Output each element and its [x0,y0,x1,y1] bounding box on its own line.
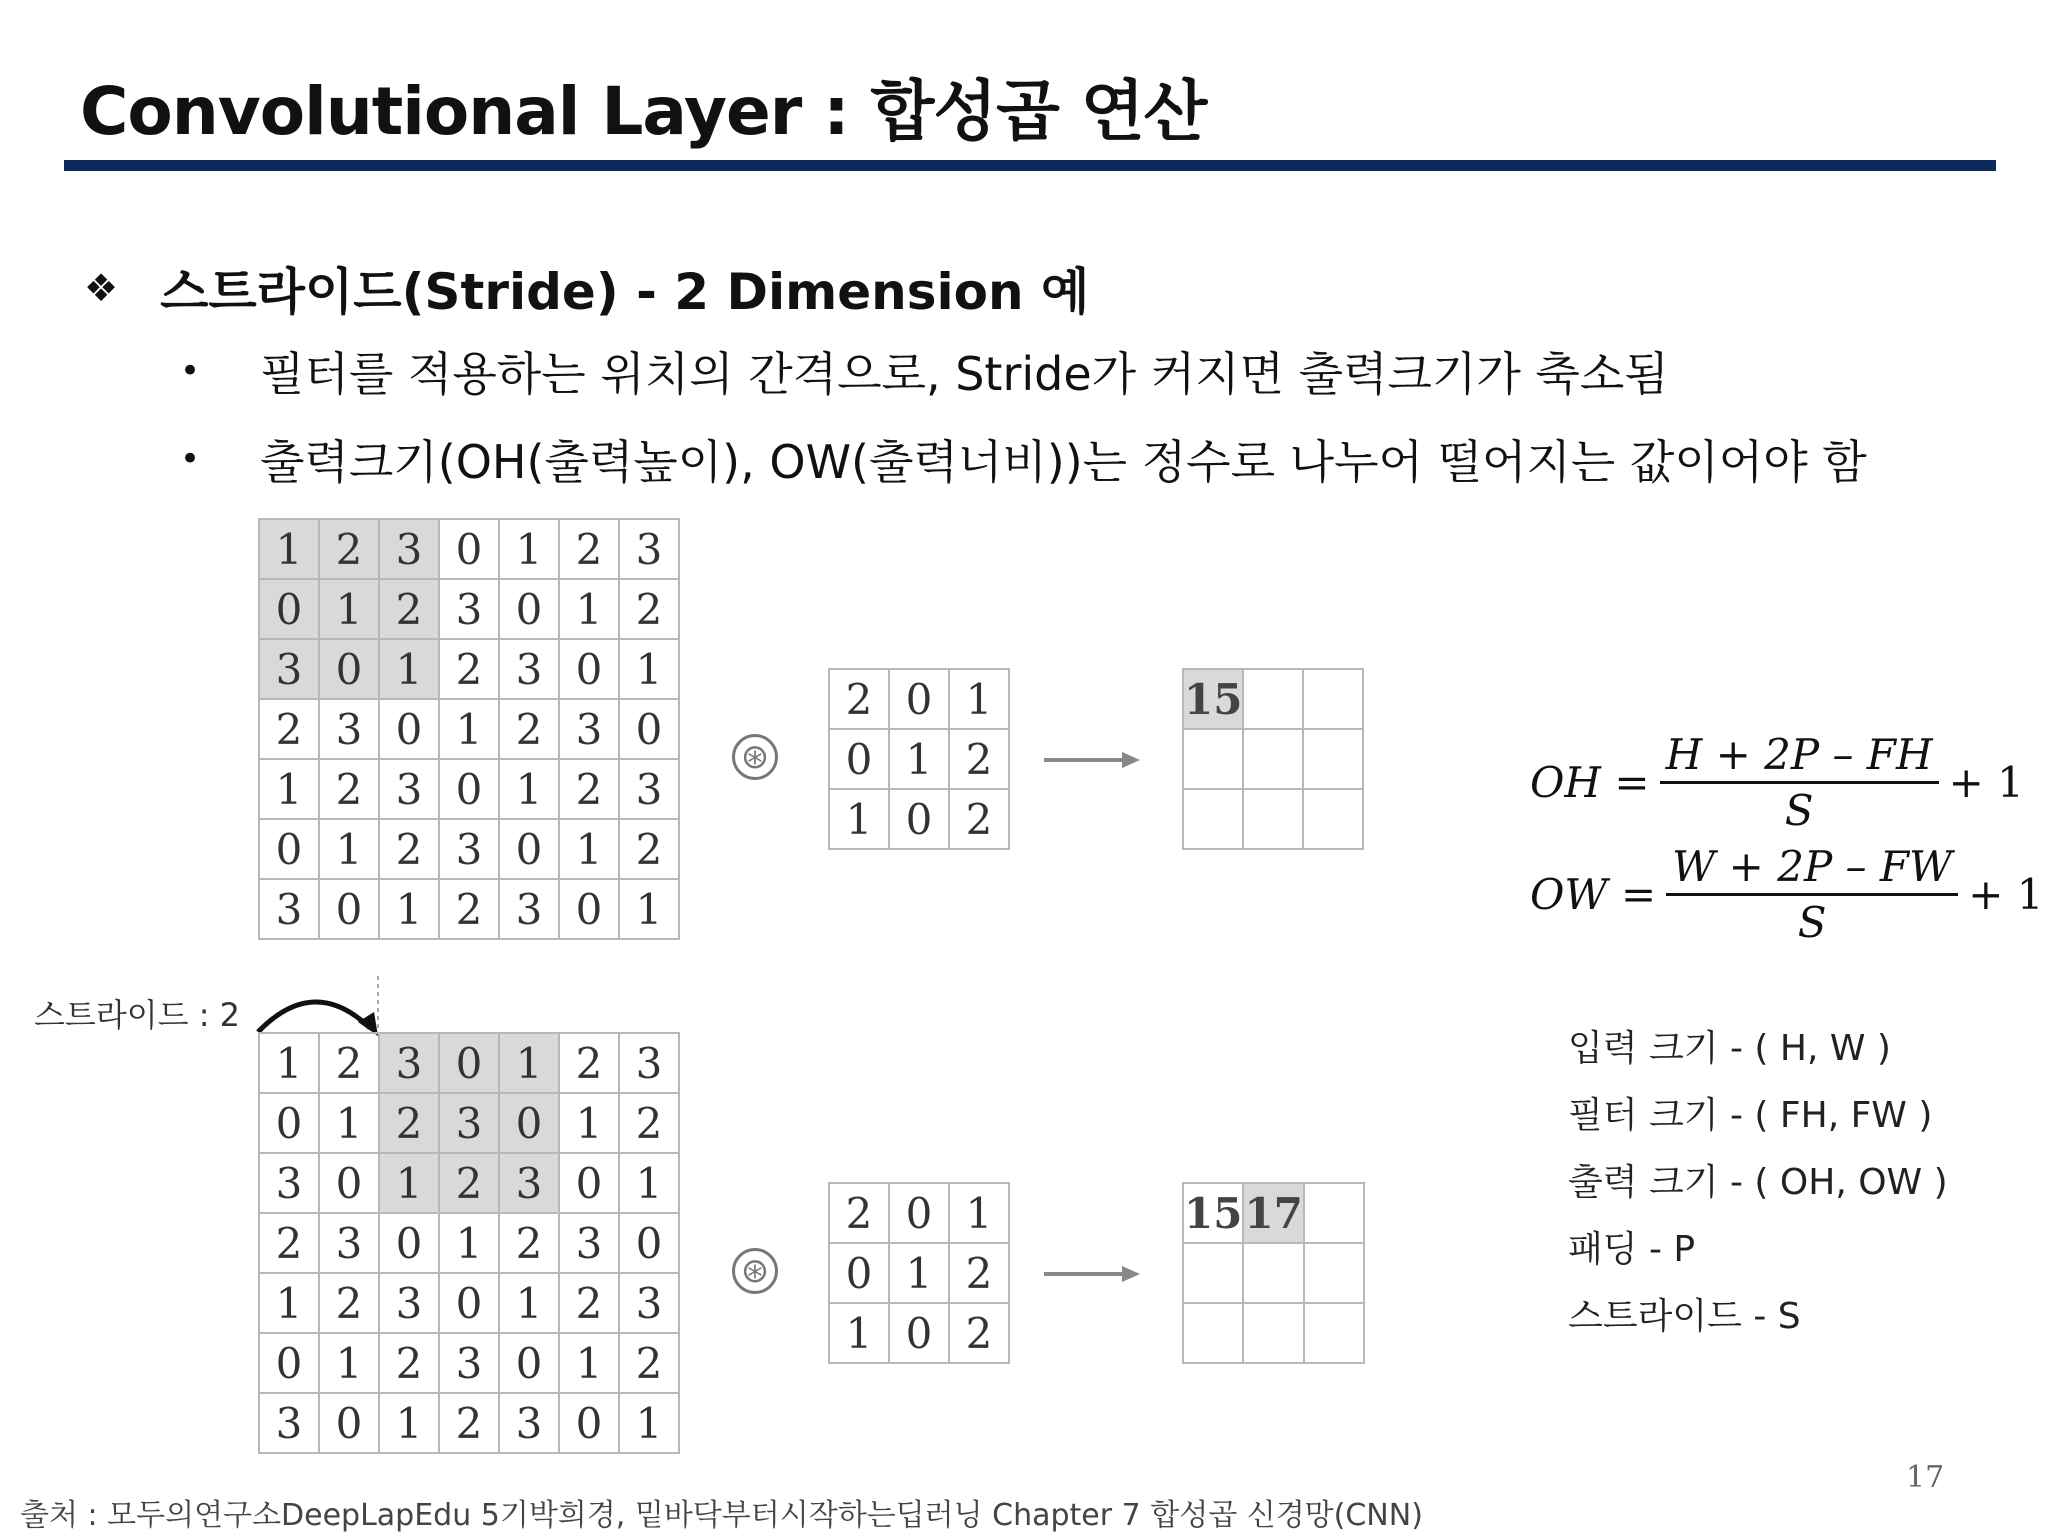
matrix-row [259,879,679,939]
formula-numerator: H + 2P – FH [1665,730,1933,779]
matrix-cell: 2 [559,1273,619,1333]
matrix-cell: 3 [259,1153,319,1213]
formula-lhs: OW = [1530,870,1657,919]
matrix-cell: 2 [319,1273,379,1333]
matrix-cell: 1 [259,1033,319,1093]
matrix-cell: 3 [499,879,559,939]
matrix-cell: 1 [619,1153,679,1213]
matrix-cell: 3 [379,759,439,819]
matrix-cell: 1 [259,519,319,579]
matrix-cell: 0 [889,1303,949,1363]
matrix-cell: 2 [379,579,439,639]
title-divider [64,160,1996,171]
matrix-cell: 0 [259,579,319,639]
matrix-cell: 3 [379,1273,439,1333]
matrix-cell: 2 [439,1393,499,1453]
arrow-right-icon [1044,748,1140,772]
output-matrix-step1 [1182,668,1364,850]
matrix-cell: 1 [319,1093,379,1153]
matrix-cell: 2 [559,759,619,819]
matrix-row [259,1273,679,1333]
matrix-cell: 3 [439,1333,499,1393]
matrix-cell: 2 [439,1153,499,1213]
legend-item: 스트라이드 - S [1568,1296,1801,1337]
matrix-cell [1243,1303,1303,1363]
matrix-cell: 3 [379,519,439,579]
matrix-cell [1243,1243,1303,1303]
matrix-cell: 2 [559,519,619,579]
matrix-cell: 1 [379,1393,439,1453]
matrix-row [259,1393,679,1453]
matrix-cell [1304,1303,1364,1363]
stride-jump-arrow-icon [254,970,394,1040]
matrix-cell: 0 [319,1153,379,1213]
matrix-cell: 2 [949,1243,1009,1303]
ow-formula [1530,842,2043,947]
matrix-row [829,789,1009,849]
matrix-cell: 2 [829,1183,889,1243]
formula-tail: + 1 [1948,758,2024,807]
convolution-operator-icon: ⊛ [732,734,778,780]
matrix-cell: 2 [379,819,439,879]
matrix-cell: 1 [829,789,889,849]
matrix-cell: 1 [379,639,439,699]
matrix-cell: 0 [889,1183,949,1243]
matrix-cell [1183,729,1243,789]
matrix-cell: 2 [379,1093,439,1153]
matrix-cell: 0 [499,579,559,639]
matrix-cell: 3 [259,639,319,699]
matrix-row [829,729,1009,789]
matrix-row [259,1333,679,1393]
matrix-row [259,1093,679,1153]
matrix-row [259,1153,679,1213]
matrix-cell: 1 [619,639,679,699]
filter-matrix-step2 [828,1182,1010,1364]
matrix-cell: 0 [499,819,559,879]
matrix-cell: 2 [499,1213,559,1273]
matrix-row [1183,1303,1364,1363]
matrix-cell: 2 [619,1333,679,1393]
formula-fraction [1666,842,1958,947]
bullet-item [180,338,1669,404]
matrix-row [1183,729,1363,789]
output-matrix-step2 [1182,1182,1365,1364]
matrix-row [829,1243,1009,1303]
bullet-text: 출력크기(OH(출력높이), OW(출력너비))는 정수로 나누어 떨어지는 값이어야 함 [260,435,1867,489]
matrix-cell: 3 [619,759,679,819]
matrix-cell: 1 [379,1153,439,1213]
matrix-row [1183,1183,1364,1243]
matrix-row [259,579,679,639]
matrix-cell: 1 [319,1333,379,1393]
matrix-cell: 0 [499,1333,559,1393]
bullet-dot-icon: • [180,439,201,479]
matrix-cell: 2 [619,1093,679,1153]
matrix-cell: 1 [619,879,679,939]
matrix-cell: 3 [439,819,499,879]
matrix-cell: 3 [439,579,499,639]
matrix-row [259,519,679,579]
matrix-cell [1183,1243,1243,1303]
matrix-cell: 3 [499,1153,559,1213]
matrix-cell [1304,1183,1364,1243]
matrix-row [1183,1243,1364,1303]
matrix-cell: 3 [499,1393,559,1453]
matrix-cell: 1 [499,519,559,579]
matrix-cell: 0 [829,1243,889,1303]
matrix-row [1183,669,1363,729]
matrix-cell: 3 [619,1273,679,1333]
matrix-cell [1304,1243,1364,1303]
matrix-cell: 1 [829,1303,889,1363]
matrix-cell: 3 [319,1213,379,1273]
matrix-cell: 3 [379,1033,439,1093]
matrix-cell [1243,669,1303,729]
formula-denominator: S [1784,786,1814,835]
matrix-cell: 3 [619,1033,679,1093]
filter-matrix-step1 [828,668,1010,850]
matrix-cell: 0 [559,1393,619,1453]
matrix-cell: 1 [949,1183,1009,1243]
matrix-cell: 15 [1183,669,1243,729]
stride-label: 스트라이드 : 2 [34,996,241,1034]
matrix-cell: 1 [319,819,379,879]
matrix-cell: 1 [439,1213,499,1273]
oh-formula [1530,730,2024,835]
matrix-cell: 1 [559,1093,619,1153]
matrix-cell: 0 [619,699,679,759]
matrix-cell [1243,729,1303,789]
input-matrix-step2 [258,1032,680,1454]
matrix-cell: 0 [439,519,499,579]
matrix-cell: 2 [949,789,1009,849]
formula-fraction [1660,730,1939,835]
matrix-row [259,819,679,879]
matrix-cell: 3 [559,699,619,759]
matrix-cell: 0 [829,729,889,789]
matrix-cell: 2 [319,519,379,579]
matrix-row [829,669,1009,729]
matrix-cell: 3 [439,1093,499,1153]
matrix-row [259,699,679,759]
arrow-right-icon [1044,1262,1140,1286]
matrix-cell: 2 [439,639,499,699]
matrix-cell: 3 [619,519,679,579]
matrix-cell: 0 [319,1393,379,1453]
section-heading [84,252,1089,324]
matrix-cell [1303,669,1363,729]
formula-tail: + 1 [1968,870,2044,919]
matrix-cell: 0 [259,819,319,879]
matrix-cell [1243,789,1303,849]
matrix-cell: 0 [439,1273,499,1333]
legend-item: 입력 크기 - ( H, W ) [1568,1028,1891,1069]
matrix-cell [1183,1303,1243,1363]
matrix-cell: 0 [379,1213,439,1273]
formula-numerator: W + 2P – FW [1672,842,1953,891]
matrix-cell: 2 [559,1033,619,1093]
matrix-cell: 1 [559,819,619,879]
matrix-cell: 0 [439,759,499,819]
matrix-cell: 0 [619,1213,679,1273]
matrix-cell: 0 [559,1153,619,1213]
matrix-cell [1303,789,1363,849]
matrix-row [259,1213,679,1273]
matrix-row [259,759,679,819]
matrix-cell [1303,729,1363,789]
matrix-cell: 3 [319,699,379,759]
matrix-cell: 2 [379,1333,439,1393]
matrix-cell: 1 [319,579,379,639]
matrix-cell: 17 [1243,1183,1303,1243]
matrix-cell: 1 [499,759,559,819]
matrix-cell: 3 [499,639,559,699]
matrix-row [259,639,679,699]
matrix-cell: 0 [439,1033,499,1093]
formula-denominator: S [1797,898,1827,947]
matrix-cell: 0 [259,1333,319,1393]
matrix-cell: 2 [259,699,319,759]
matrix-cell: 1 [619,1393,679,1453]
page-title: Convolutional Layer : 합성곱 연산 [80,73,1207,150]
matrix-cell: 2 [439,879,499,939]
diamond-bullet-icon: ❖ [84,266,119,310]
matrix-cell: 1 [949,669,1009,729]
page-number: 17 [1906,1460,1945,1495]
matrix-cell: 2 [619,579,679,639]
matrix-cell: 3 [259,879,319,939]
matrix-cell: 1 [559,1333,619,1393]
matrix-cell: 0 [319,639,379,699]
matrix-row [1183,789,1363,849]
source-citation: 출처 : 모두의연구소DeepLapEdu 5기박희경, 밑바닥부터시작하는딥러닝 Chapter 7 합성곱 신경망(CNN) [20,1498,1423,1533]
bullet-item [180,426,1867,492]
matrix-cell: 3 [559,1213,619,1273]
section-heading-text: 스트라이드(Stride) - 2 Dimension 예 [160,263,1090,321]
matrix-cell: 1 [439,699,499,759]
matrix-cell: 2 [619,819,679,879]
matrix-cell: 2 [829,669,889,729]
matrix-cell: 2 [319,759,379,819]
matrix-cell: 1 [499,1033,559,1093]
matrix-cell: 3 [259,1393,319,1453]
matrix-cell: 0 [559,639,619,699]
matrix-cell: 2 [949,1303,1009,1363]
matrix-cell: 2 [259,1213,319,1273]
matrix-cell: 0 [559,879,619,939]
matrix-cell: 1 [259,759,319,819]
matrix-row [829,1303,1009,1363]
matrix-cell: 2 [319,1033,379,1093]
legend-item: 필터 크기 - ( FH, FW ) [1568,1095,1933,1136]
bullet-dot-icon: • [180,351,201,391]
matrix-cell: 1 [889,1243,949,1303]
matrix-row [259,1033,679,1093]
matrix-cell: 1 [499,1273,559,1333]
bullet-text: 필터를 적용하는 위치의 간격으로, Stride가 커지면 출력크기가 축소됨 [260,347,1669,401]
matrix-cell: 2 [499,699,559,759]
matrix-cell: 1 [259,1273,319,1333]
matrix-cell: 0 [889,669,949,729]
matrix-cell [1183,789,1243,849]
matrix-cell: 1 [559,579,619,639]
matrix-cell: 0 [319,879,379,939]
matrix-cell: 1 [889,729,949,789]
matrix-cell: 0 [259,1093,319,1153]
matrix-cell: 2 [949,729,1009,789]
matrix-cell: 15 [1183,1183,1243,1243]
matrix-cell: 0 [499,1093,559,1153]
legend-item: 패딩 - P [1568,1229,1696,1270]
formula-lhs: OH = [1530,758,1650,807]
legend-item: 출력 크기 - ( OH, OW ) [1568,1162,1948,1203]
matrix-cell: 1 [379,879,439,939]
matrix-row [829,1183,1009,1243]
input-matrix-step1 [258,518,680,940]
matrix-cell: 0 [379,699,439,759]
matrix-cell: 0 [889,789,949,849]
convolution-operator-icon: ⊛ [732,1248,778,1294]
